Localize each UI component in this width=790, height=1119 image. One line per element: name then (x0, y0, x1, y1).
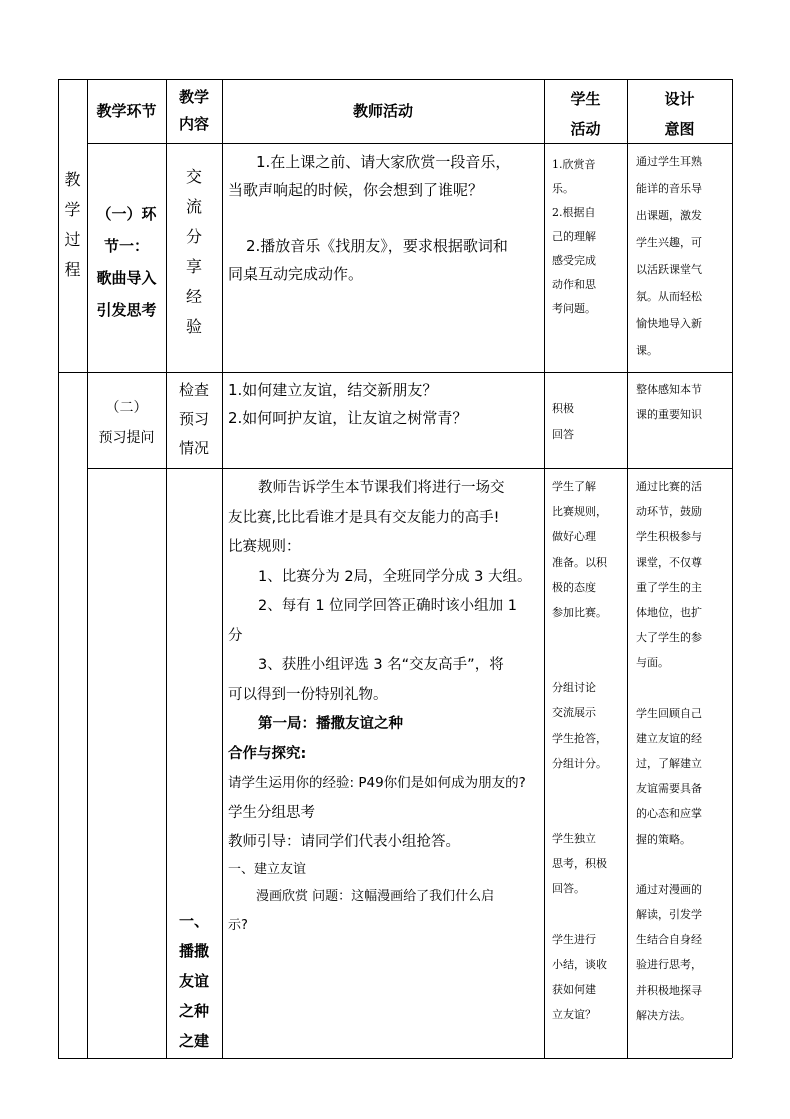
row1-link: （一）环 节一： 歌曲导入 引发思考 (96, 205, 157, 319)
row1-teacher: 1.在上课之前、请大家欣赏一段音乐， 当歌声响起的时候，你会想到了谁呢？ 2.播放音乐《找朋友》，要求根据歌词和 同桌互动完成动作。 (228, 153, 511, 283)
table-border-right (732, 79, 733, 1058)
col-divider-4 (544, 79, 545, 1058)
process-label: 教 学 过 程 (64, 170, 81, 279)
row1-divider (58, 372, 732, 373)
row2-design: 整体感知本节 课的重要知识 (636, 383, 702, 421)
header-link: 教学环节 (96, 102, 157, 120)
row2-student: 积极 回答 (552, 402, 574, 441)
row2-link: （二） 预习提问 (98, 400, 155, 446)
row2-divider (87, 468, 732, 469)
row1-content: 交 流 分 享 经 验 (185, 167, 202, 336)
row1-design: 通过学生耳熟 能详的音乐导 出课题，激发 学生兴趣，可 以活跃课堂气 氛。从而轻松 愉快地导入新 课。 (636, 155, 702, 357)
header-design: 设计 意图 (664, 90, 695, 138)
row3-content: 一、 播撒 友谊 之种 之建 (178, 912, 209, 1050)
row2-teacher: 1.如何建立友谊，结交新朋友？ 2.如何呵护友谊，让友谊之树常青？ (228, 381, 468, 427)
row3-teacher: 教师告诉学生本节课我们将进行一场交 友比赛,比比看谁才是具有交友能力的高手! 比赛规则： 1、比赛分为 2局，全班同学分成 3 大组。 2、每有 1 位同学回答正确时该小组加 1 分 3、获胜小组评选 3 名“交友高手”，将 可以得到一份特别礼物。 第一局：播撒友谊之种 合作与探究: 请学生运用你的经验: P49你们是如何成为朋友的? 学生分组思考 教师引导：请同学们代表小组抢答。 一、建立友谊 漫画欣赏 问题：这幅漫画给了我们什么启 示? (228, 474, 543, 941)
header-content: 教学 内容 (178, 88, 209, 133)
row2-content: 检查 预习 情况 (178, 381, 209, 457)
row3-student: 学生了解 比赛规则， 做好心理 准备。以积 极的态度 参加比赛。 分组讨论 交流展示 学生抢答， 分组计分。 学生独立 思考，积极 回答。 学生进行 小结，谈收 获如何建 立友谊？ (552, 480, 607, 1022)
table-border-bottom (58, 1058, 732, 1059)
header-teacher: 教师活动 (352, 102, 413, 120)
explore-heading: 合作与探究: (228, 745, 307, 762)
col-divider-3 (222, 79, 223, 1058)
row3-design: 通过比赛的活 动环节，鼓励 学生积极参与 课堂，不仅尊 重了学生的主 体地位，也扩 大了学生的参 与面。 学生回顾自己 建立友谊的经 过，了解建立 友谊需要具备 的心态和应掌 握的策略。 通过对漫画的 解读，引发学 生结合自身经 验进行思考， 并积极地探寻 解决方法。 (636, 480, 702, 1022)
round1-heading: 第一局：播撒友谊之种 (258, 716, 403, 732)
header-student: 学生 活动 (570, 90, 601, 138)
col-divider-5 (627, 79, 628, 1058)
row1-student: 1.欣赏音 乐。 2.根据自 己的理解 感受完成 动作和思 考问题。 (552, 158, 596, 315)
table-border-top (58, 79, 732, 80)
